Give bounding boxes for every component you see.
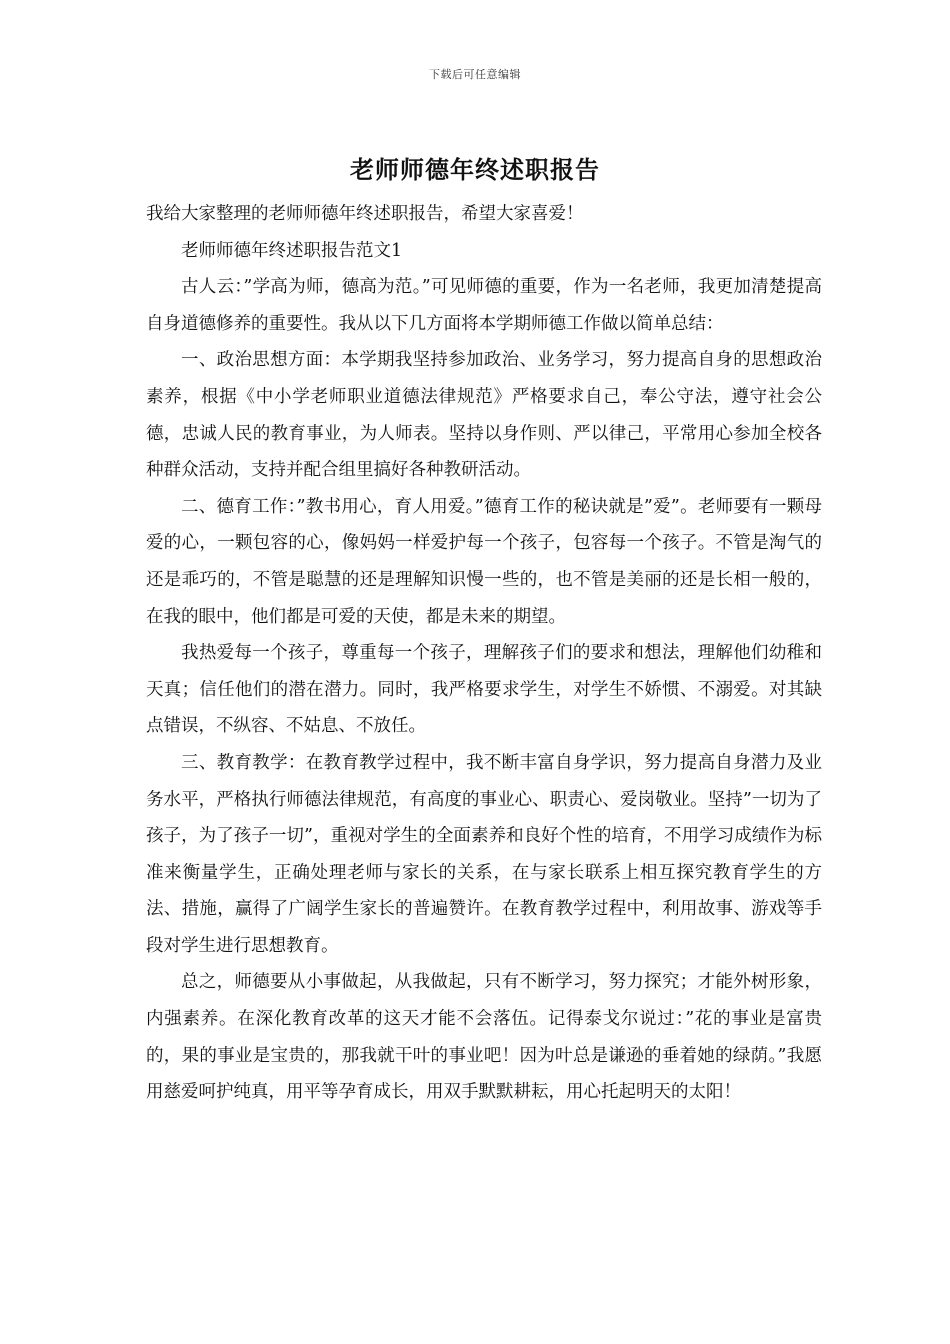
body-paragraph-3: 二、德育工作：”教书用心，育人用爱。”德育工作的秘诀就是”爱”。老师要有一颗母爱的心，一颗包容的心，像妈妈一样爱护每一个孩子，包容每一个孩子。不管是淘气的还是乖巧的，不管是聪慧的还是理解知识慢一些的，也不管是美丽的还是长相一般的，在我的眼中，他们都是可爱的天使，都是未来的期望。 bbox=[146, 496, 822, 627]
body-paragraph-4: 我热爱每一个孩子，尊重每一个孩子，理解孩子们的要求和想法，理解他们幼稚和天真；信任他们的潜在潜力。同时，我严格要求学生，对学生不娇惯、不溺爱。对其缺点错误，不纵容、不姑息、不放任。 bbox=[146, 643, 822, 737]
document-body bbox=[146, 196, 822, 1111]
body-paragraph-5: 三、教育教学：在教育教学过程中，我不断丰富自身学识，努力提高自身潜力及业务水平，严格执行师德法律规范，有高度的事业心、职责心、爱岗敬业。坚持”一切为了孩子，为了孩子一切”，重视对学生的全面素养和良好个性的培育，不用学习成绩作为标准来衡量学生，正确处理老师与家长的关系，在与家长联系上相互探究教育学生的方法、措施，赢得了广阔学生家长的普遍赞许。在教育教学过程中，利用故事、游戏等手段对学生进行思想教育。 bbox=[146, 752, 822, 956]
intro-paragraph: 我给大家整理的老师师德年终述职报告，希望大家喜爱！ bbox=[146, 204, 584, 224]
body-paragraph-1: 古人云：”学高为师，德高为范。”可见师德的重要，作为一名老师，我更加清楚提高自身道德修养的重要性。我从以下几方面将本学期师德工作做以简单总结： bbox=[146, 277, 822, 334]
page-header-note: 下载后可任意编辑 bbox=[429, 68, 521, 81]
body-paragraph-6: 总之，师德要从小事做起，从我做起，只有不断学习，努力探究；才能外树形象，内强素养。在深化教育改革的这天才能不会落伍。记得泰戈尔说过：”花的事业是富贵的，果的事业是宝贵的，那我就干叶的事业吧！因为叶总是谦逊的垂着她的绿荫。”我愿用慈爱呵护纯真，用平等孕育成长，用双手默默耕耘，用心托起明天的太阳！ bbox=[146, 972, 822, 1103]
body-paragraph-2: 一、政治思想方面：本学期我坚持参加政治、业务学习，努力提高自身的思想政治素养，根据《中小学老师职业道德法律规范》严格要求自己，奉公守法，遵守社会公德，忠诚人民的教育事业，为人师表。坚持以身作则、严以律己，平常用心参加全校各种群众活动，支持并配合组里搞好各种教研活动。 bbox=[146, 350, 822, 481]
section-heading-paragraph: 老师师德年终述职报告范文1 bbox=[181, 240, 403, 261]
document-title: 老师师德年终述职报告 bbox=[350, 155, 600, 184]
